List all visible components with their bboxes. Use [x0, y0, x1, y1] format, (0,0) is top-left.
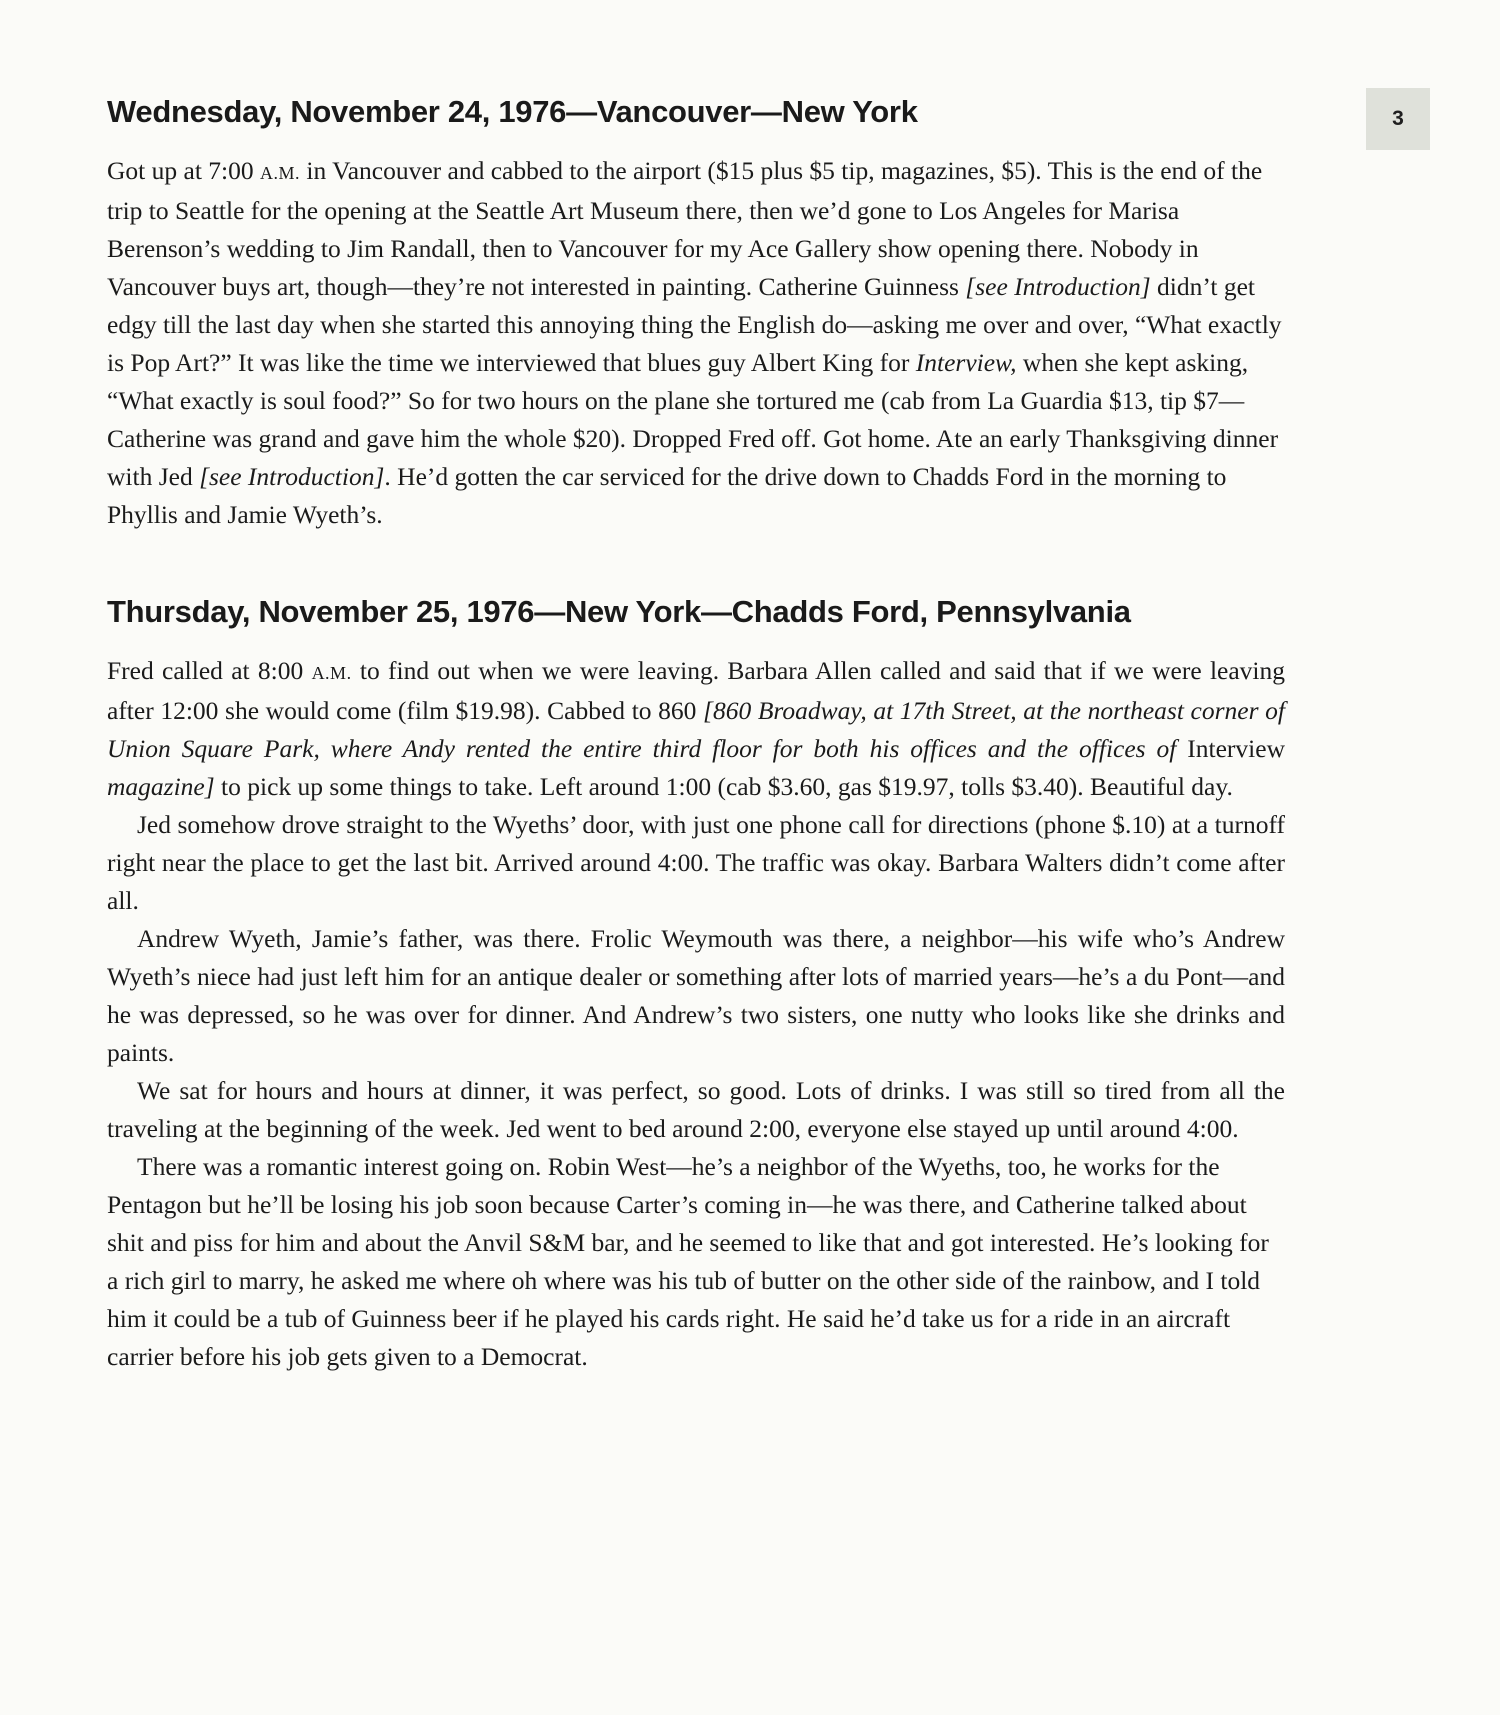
- page-content: [107, 90, 1285, 1376]
- entry-paragraph: [107, 1148, 1285, 1376]
- entry-paragraph: [107, 1072, 1285, 1148]
- entry-heading: Thursday, November 25, 1976—New York—Chadds Ford, Pennsylvania: [107, 594, 1131, 629]
- text-run: Interview,: [915, 348, 1017, 377]
- entry-paragraph: [107, 920, 1285, 1072]
- text-run: to find out when we were leaving. Barbara Allen called and said that if we were leaving after 12:00 she would come (film $19.98). Cabbed to 860: [107, 656, 1285, 725]
- page-number: 3: [1392, 107, 1404, 130]
- text-run: [860 Broadway, at 17th Street, at the northeast corner of Union Square Park, where Andy rented the entire third floor for both his offices and the offices of: [107, 696, 1285, 763]
- text-run: Interview: [1187, 734, 1285, 763]
- text-run: when she kept asking, “What exactly is soul food?” So for two hours on the plane she tortured me (cab from La Guardia $13, tip $7—Catherine was grand and gave him the whole $20). Dropped Fred off. Got home. Ate an early Thanksgiving dinner with Jed: [107, 348, 1279, 491]
- text-run: A.M.: [311, 663, 352, 683]
- entry-paragraph: [107, 152, 1285, 534]
- text-run: magazine]: [107, 772, 215, 801]
- page-number-tab: [1366, 88, 1430, 150]
- text-run: [see Introduction]: [965, 272, 1151, 301]
- text-run: didn’t get edgy till the last day when she started this annoying thing the English do—asking me over and over, “What exactly is Pop Art?” It was like the time we interviewed that blues guy Albert King for: [107, 272, 1282, 377]
- text-run: Got up at 7:00: [107, 156, 260, 185]
- entry-paragraph: [107, 652, 1285, 806]
- text-run: A.M.: [260, 163, 301, 183]
- text-run: Andrew Wyeth, Jamie’s father, was there. Frolic Weymouth was there, a neighbor—his wife who’s Andrew Wyeth’s niece had just left him for an antique dealer or something after lots of married years—he’s a du Pont—and he was depressed, so he was over for dinner. And Andrew’s two sisters, one nutty who looks like she drinks and paints.: [107, 924, 1285, 1067]
- entry-paragraph: [107, 806, 1285, 920]
- text-run: We sat for hours and hours at dinner, it was perfect, so good. Lots of drinks. I was still so tired from all the traveling at the beginning of the week. Jed went to bed around 2:00, everyone else stayed up until around 4:00.: [107, 1076, 1285, 1143]
- text-run: [see Introduction]: [199, 462, 385, 491]
- text-run: in Vancouver and cabbed to the airport ($15 plus $5 tip, magazines, $5). This is the end of the trip to Seattle for the opening at the Seattle Art Museum there, then we’d gone to Los Angeles for Marisa Berenson’s wedding to Jim Randall, then to Vancouver for my Ace Gallery show opening there. Nobody in Vancouver buys art, though—they’re not interested in painting. Catherine Guinness: [107, 156, 1263, 301]
- text-run: Fred called at 8:00: [107, 656, 312, 685]
- entry-heading: Wednesday, November 24, 1976—Vancouver—New York: [107, 94, 918, 129]
- diary-entry: [107, 590, 1285, 1376]
- diary-entry: [107, 90, 1285, 534]
- text-run: . He’d gotten the car serviced for the drive down to Chadds Ford in the morning to Phyllis and Jamie Wyeth’s.: [107, 462, 1227, 529]
- text-run: There was a romantic interest going on. Robin West—he’s a neighbor of the Wyeths, too, he works for the Pentagon but he’ll be losing his job soon because Carter’s coming in—he was there, and Catherine talked about shit and piss for him and about the Anvil S&M bar, and he seemed to like that and got interested. He’s looking for a rich girl to marry, he asked me where oh where was his tub of butter on the other side of the rainbow, and I told him it could be a tub of Guinness beer if he played his cards right. He said he’d take us for a ride in an aircraft carrier before his job gets given to a Democrat.: [107, 1152, 1269, 1371]
- text-run: Jed somehow drove straight to the Wyeths’ door, with just one phone call for directions (phone $.10) at a turnoff right near the place to get the last bit. Arrived around 4:00. The traffic was okay. Barbara Walters didn’t come after all.: [107, 810, 1285, 915]
- text-run: to pick up some things to take. Left around 1:00 (cab $3.60, gas $19.97, tolls $3.40). Beautiful day.: [214, 772, 1233, 801]
